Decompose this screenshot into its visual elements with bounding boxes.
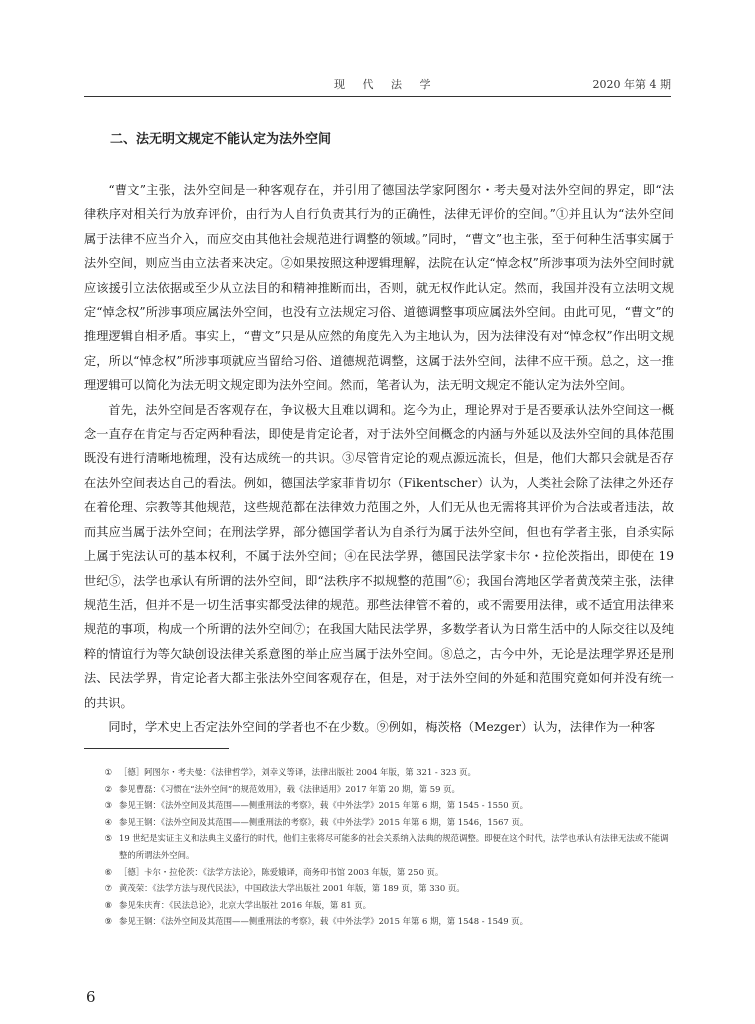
footnote-4 [84,814,674,831]
paragraph-2: 首先，法外空间是否客观存在，争议极大且难以调和。迄今为止，理论界对于是否要承认法外空间这一概念一直存在肯定与否定两种看法，即使是肯定论者，对于法外空间概念的内涵与外延以及法外空间的具体范围既没有进行清晰地梳理，没有达成统一的共识。③尽管肯定论的观点源远流长，但是，他们大都只会就是否存在法外空间表达自己的看法。例如，德国法学家菲肯切尔（Fikentscher）认为，人类社会除了法律之外还存在着伦理、宗教等其他规范，这些规范都在法律效力范围之外，人们无从也无需将其评价为合法或者违法，故而其应当属于法外空间；在刑法学界，部分德国学者认为自杀行为属于法外空间，但也有学者主张，自杀实际上属于宪法认可的基本权利，不属于法外空间；④在民法学界，德国民法学家卡尔・拉伦茨指出，即使在 19 世纪⑤，法学也承认有所谓的法外空间，即“法秩序不拟规整的范围”⑥；我国台湾地区学者黄茂荣主张，法律规范生活，但并不是一切生活事实都受法律的规范。那些法律管不着的，或不需要用法律，或不适宜用法律来规范的事项，构成一个所谓的法外空间⑦；在我国大陆民法学界，多数学者认为日常生活中的人际交往以及纯粹的情谊行为等欠缺创设法律关系意图的举止应当属于法外空间。⑧总之，古今中外，无论是法理学界还是刑法、民法学界，肯定论者大都主张法外空间客观存在，但是，对于法外空间的外延和范围究竟如何并没有统一的共识。 [84,402,674,710]
footnote-text: 参见王钢：《法外空间及其范围——侧重刑法的考察》，载《中外法学》2015 年第 6 期，第 1548 - 1549 页。 [119,916,528,927]
article-body [84,178,674,739]
paragraph-3: 同时，学术史上否定法外空间的学者也不在少数。⑨例如，梅茨格（Mezger）认为，法律作为一种客 [108,719,656,734]
footnote-5 [84,830,674,863]
footnote-7 [84,880,674,897]
running-header [84,74,671,97]
footnote-text: 参见王钢：《法外空间及其范围——侧重刑法的考察》，载《中外法学》2015 年第 6 期，第 1545 - 1550 页。 [119,800,528,811]
footnote-text: 黄茂荣：《法学方法与现代民法》，中国政法大学出版社 2001 年版，第 189 页，第 330 页。 [119,883,465,894]
footnote-text: ［德］阿图尔・考夫曼：《法律哲学》，刘幸义等译，法律出版社 2004 年版，第 321 - 323 页。 [119,767,476,777]
paragraph-1: “曹文”主张，法外空间是一种客观存在，并引用了德国法学家阿图尔・考夫曼对法外空间的界定，即“法律秩序对相关行为放弃评价，由行为人自行负责其行为的正确性，法律无评价的空间。”①并且认为“法外空间属于法律不应当介入，而应交由其他社会规范进行调整的领域。”同时，“曹文”也主张，至于何种生活事实属于法外空间，则应当由立法者来决定。②如果按照这种逻辑理解，法院在认定“悼念权”所涉事项为法外空间时就应该援引立法依据或至少从立法目的和精神推断而出，否则，就无权作此认定。然而，我国并没有立法明文规定“悼念权”所涉事项应属法外空间，也没有立法规定习俗、道德调整事项应属法外空间。由此可见，“曹文”的推理逻辑自相矛盾。事实上，“曹文”只是从应然的角度先入为主地认为，因为法律没有对“悼念权”作出明文规定，所以“悼念权”所涉事项就应当留给习俗、道德规范调整，这属于法外空间，法律不应干预。总之，这一推理逻辑可以简化为法无明文规定即为法外空间。然而，笔者认为，法无明文规定不能认定为法外空间。 [84,183,674,393]
footnote-3 [84,797,674,814]
footnote-mark: ⑧ [104,899,112,910]
footnote-8 [84,897,674,914]
issue-label: 2020 年第 4 期 [592,78,671,91]
footnote-9 [84,913,674,930]
footnote-mark: ⑨ [104,916,112,927]
footnote-1 [84,764,674,781]
footnote-mark: ① [104,767,112,777]
footnote-mark: ⑦ [104,883,112,894]
section-heading: 二、法无明文规定不能认定为法外空间 [110,132,332,147]
footnote-rule [84,748,229,749]
footnote-text: 参见朱庆育：《民法总论》，北京大学出版社 2016 年版，第 81 页。 [119,899,371,910]
footnote-mark: ② [104,783,112,794]
footnote-6 [84,864,674,881]
footnote-mark: ④ [104,816,112,827]
footnote-mark: ⑤ [104,833,112,844]
page-number: 6 [86,988,96,1006]
footnote-text: 参见曹磊：《习惯在“法外空间”的规范效用》，载《法律适用》2017 年第 20 期，第 59 页。 [119,783,460,794]
footnote-2 [84,781,674,798]
footnote-text: ［德］卡尔・拉伦茨：《法学方法论》，陈爱娥译，商务印书馆 2003 年版，第 250 页。 [119,866,444,877]
footnote-text: 19 世纪是实证主义和法典主义盛行的时代，他们主张将尽可能多的社会关系纳入法典的规范调整。即便在这个时代，法学也承认有法律无法或不能调整的所谓法外空间。 [119,833,669,860]
footnote-mark: ⑥ [104,866,112,877]
footnote-text: 参见王钢：《法外空间及其范围——侧重刑法的考察》，载《中外法学》2015 年第 6 期，第 1546，1567 页。 [119,816,529,827]
footnotes [84,764,674,930]
journal-title: 现 代 法 学 [334,78,438,91]
footnote-mark: ③ [104,800,112,811]
